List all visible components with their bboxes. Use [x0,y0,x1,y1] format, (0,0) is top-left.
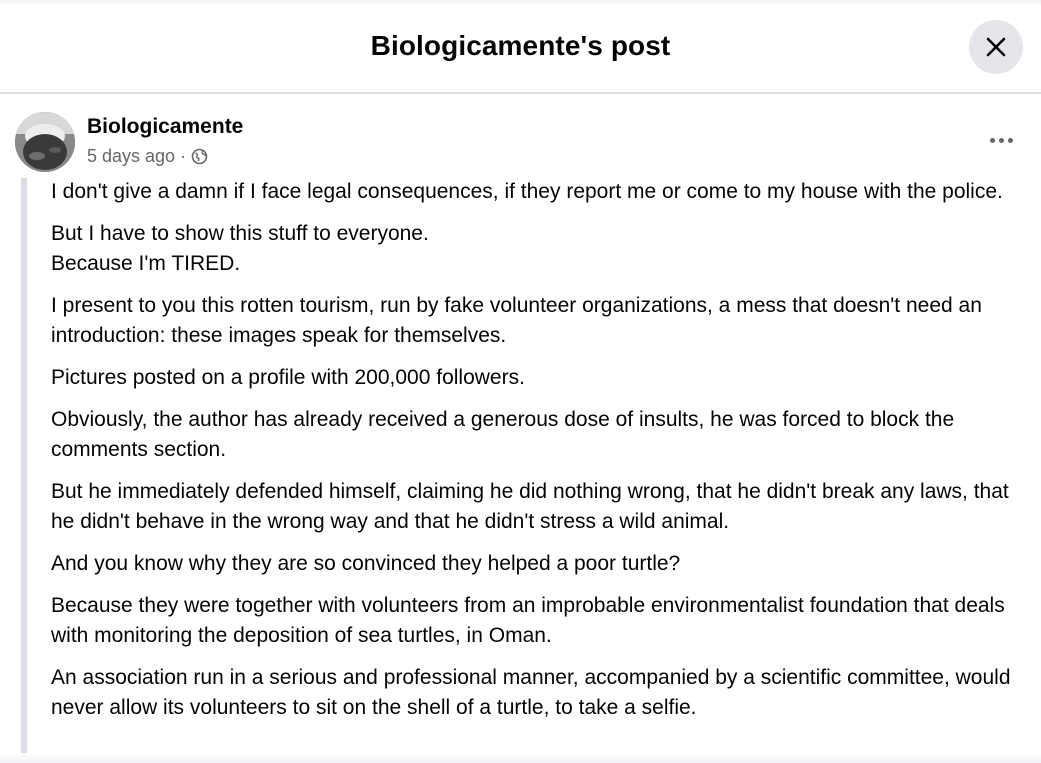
post-paragraph: And you know why they are so convinced they helped a poor turtle? [51,552,681,575]
more-options-button[interactable] [983,128,1019,152]
author-name[interactable]: Biologicamente [87,115,244,138]
close-icon [985,36,1007,58]
post-paragraph: Pictures posted on a profile with 200,000 followers. [51,366,525,389]
dialog-title: Biologicamente's post [370,30,671,61]
post-paragraph: An association run in a serious and professional manner, accompanied by a scientific committee, would never allow its volunteers to sit on the shell of a turtle, to take a selfie. [51,666,1011,719]
meta-separator: · [180,146,187,166]
close-button[interactable] [969,20,1023,74]
dot [999,138,1004,143]
avatar-image [15,112,75,172]
post-paragraph: Because they were together with volunteers from an improbable environmentalist foundation that deals with monitoring the deposition of sea turtles, in Oman. [51,594,1005,647]
globe-icon[interactable] [191,148,208,165]
post-paragraph: I don't give a damn if I face legal consequences, if they report me or come to my house with the police. [51,180,1003,203]
bottom-edge [0,753,1041,763]
post-paragraph: But he immediately defended himself, claiming he did nothing wrong, that he didn't break any laws, that he didn't behave in the wrong way and that he didn't stress a wild animal. [51,480,1009,533]
post-meta [87,146,208,167]
post-header [15,112,1025,172]
dot [990,138,995,143]
dialog-header [0,0,1041,94]
post-paragraph: But I have to show this stuff to everyone. [51,222,429,245]
avatar[interactable] [15,112,75,172]
post-body [51,177,1031,735]
quote-bar [21,178,27,753]
dot [1008,138,1013,143]
post-paragraph: Obviously, the author has already received a generous dose of insults, he was forced to block the comments section. [51,408,955,461]
post-paragraph: Because I'm TIRED. [51,252,241,275]
post-timestamp[interactable]: 5 days ago [87,146,176,166]
post-paragraph: I present to you this rotten tourism, run by fake volunteer organizations, a mess that doesn't need an introduction: these images speak for themselves. [51,294,982,347]
